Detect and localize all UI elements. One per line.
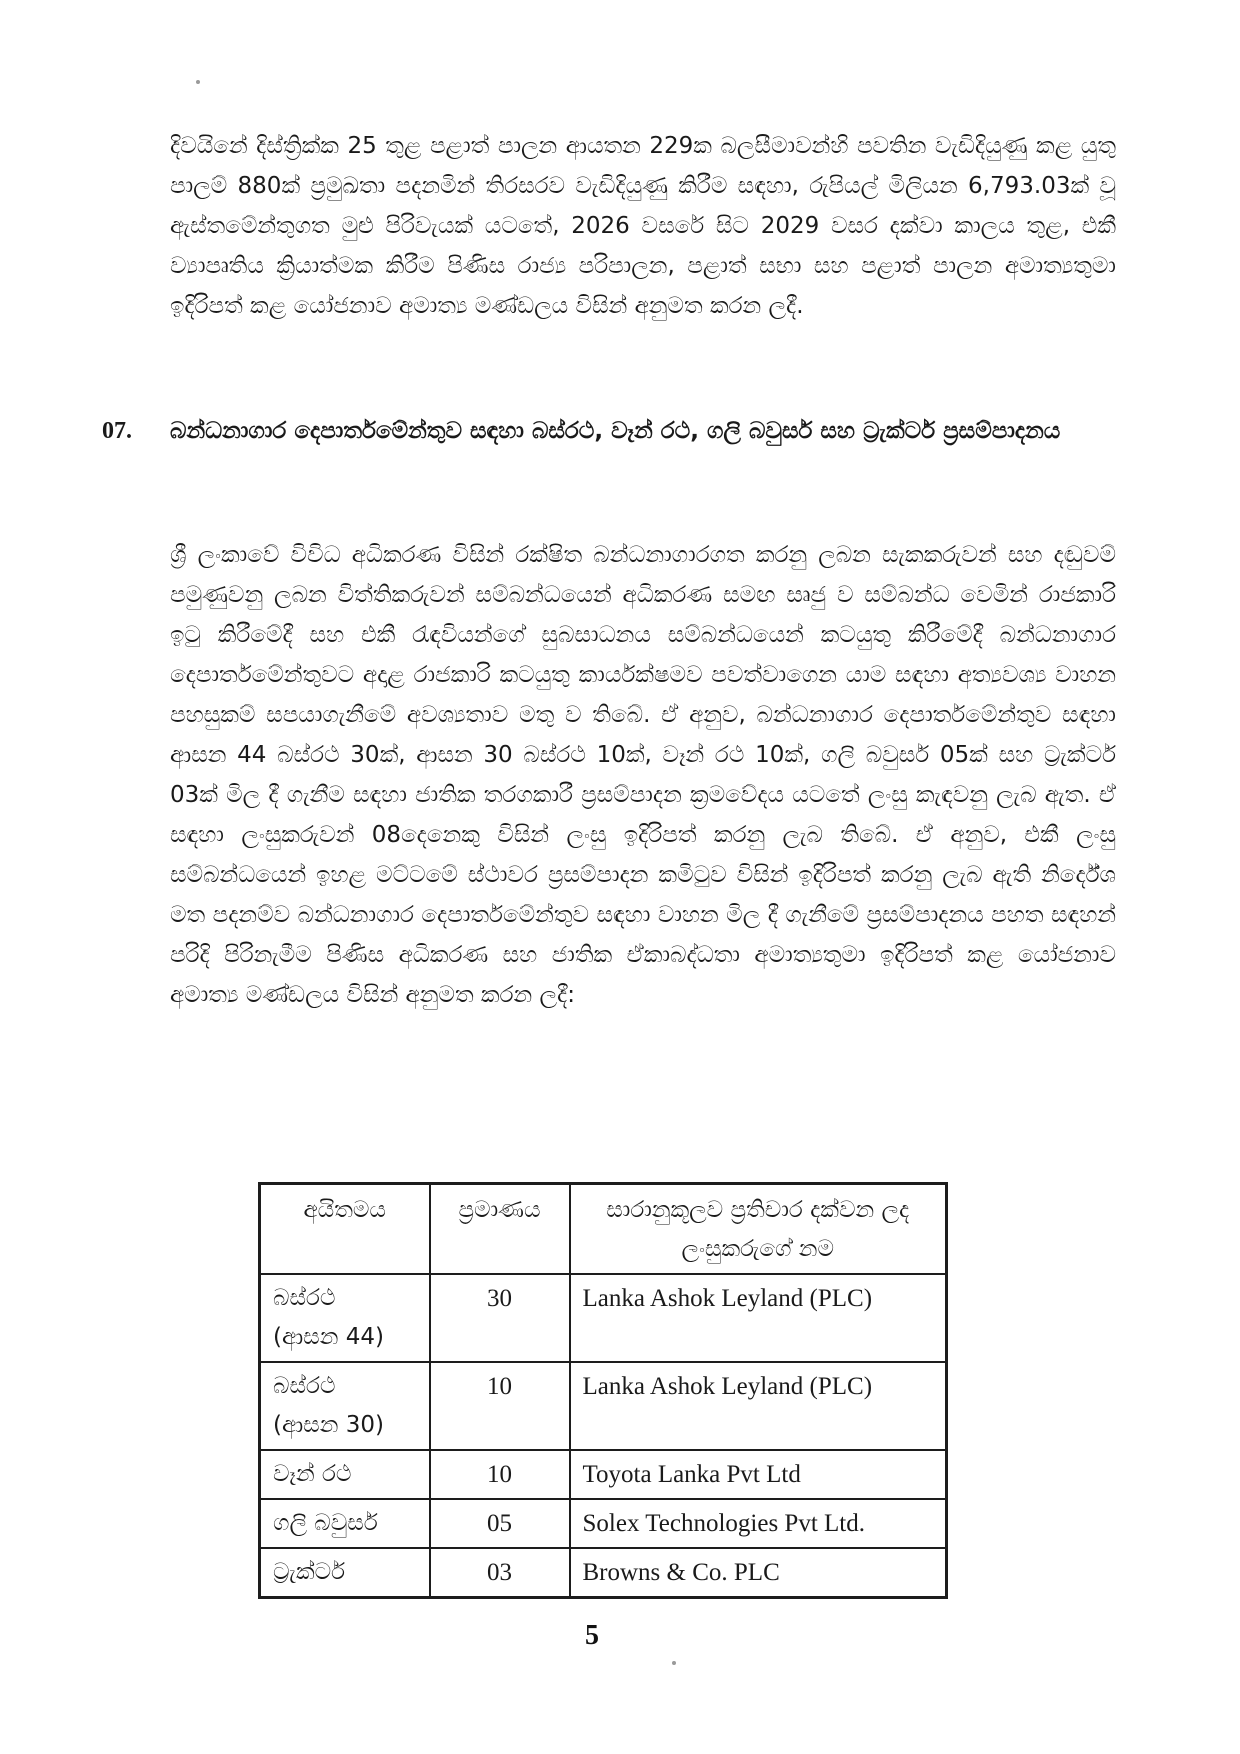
procurement-table: [258, 1182, 948, 1599]
item-label: බස්රථ: [273, 1373, 336, 1399]
col-header-quantity: ප්‍රමාණය: [430, 1184, 570, 1275]
scan-speck: [196, 80, 200, 84]
item-cell: [260, 1274, 430, 1362]
col-header-item: අයිතමය: [260, 1184, 430, 1275]
scan-speck: [672, 1661, 676, 1665]
item-cell: [260, 1548, 430, 1598]
intro-paragraph: දිවයිනේ දිස්ත්‍රික්ක 25 තුළ පළාත් පාලන ආයතන 229ක බලසීමාවන්හි පවතින වැඩිදියුණු කළ යුතු පාලම් 880ක් ප්‍රමුඛතා පදනමින් තිරසරව වැඩිදියුණු කිරීම සඳහා, රුපියල් මිලියන 6,793.03ක් වූ ඇස්තමේන්තුගත මුළු පිරිවැයක් යටතේ, 2026 වසරේ සිට 2029 වසර දක්වා කාලය තුළ, එකී ව්‍යාපෘතිය ක්‍රියාත්මක කිරීම පිණිස රාජ්‍ය පරිපාලන, පළාත් සභා සහ පළාත් පාලන අමාත්‍යතුමා ඉදිරිපත් කළ යෝජනාව අමාත්‍ය මණ්ඩලය විසින් අනුමත කරන ලදී.: [170, 133, 1116, 319]
item-label: වෑන් රථ: [273, 1461, 352, 1487]
section-body-paragraph: ශ්‍රී ලංකාවේ විවිධ අධිකරණ විසින් රක්ෂිත බන්ධනාගාරගත කරනු ලබන සැකකරුවන් සහ දඬුවම් පමුණුවනු ලබන විත්තිකරුවන් සම්බන්ධයෙන් අධිකරණ සමඟ සෘජු ව සම්බන්ධ වෙමින් රාජකාරි ඉටු කිරීමේදී සහ එකී රැඳවියන්ගේ සුබසාධනය සම්බන්ධයෙන් කටයුතු කිරීමේදී බන්ධනාගාර දෙපාර්තමේන්තුවට අදාළ රාජකාරි කටයුතු කාර්යක්ෂමව පවත්වාගෙන යාම සඳහා අත්‍යවශ්‍ය වාහන පහසුකම් සපයාගැනීමේ අවශ්‍යතාව මතු ව තිබේ. ඒ අනුව, බන්ධනාගාර දෙපාර්තමේන්තුව සඳහා ආසන 44 බස්රථ 30ක්, ආසන 30 බස්රථ 10ක්, වෑන් රථ 10ක්, ගලි බවුසර් 05ක් සහ ට්‍රැක්ටර් 03ක් මිල දී ගැනීම සඳහා ජාතික තරගකාරී ප්‍රසම්පාදන ක්‍රමවේදය යටතේ ලංසු කැඳවනු ලැබ ඇත. ඒ සඳහා ලංසුකරුවන් 08දෙනෙකු විසින් ලංසු ඉදිරිපත් කරනු ලැබ තිබේ. ඒ අනුව, එකී ලංසු සම්බන්ධයෙන් ඉහළ මට්ටමේ ස්ථාවර ප්‍රසම්පාදන කමිටුව විසින් ඉදිරිපත් කරනු ලැබ ඇති නිර්දේශ මත පදනම්ව බන්ධනාගාර දෙපාර්තමේන්තුව සඳහා වාහන මිල දී ගැනීමේ ප්‍රසම්පාදනය පහත සඳහන් පරිදි පිරිනැමීම පිණිස අධිකරණ සහ ජාතික ඒකාබද්ධතා අමාත්‍යතුමා ඉදිරිපත් කළ යෝජනාව අමාත්‍ය මණ්ඩලය විසින් අනුමත කරන ලදී:: [170, 542, 1116, 1008]
quantity-cell: 10: [430, 1362, 570, 1450]
item-cell: [260, 1450, 430, 1499]
bidder-cell: Browns & Co. PLC: [570, 1548, 947, 1598]
section-07-heading-row: [102, 411, 1118, 451]
bidder-cell: Solex Technologies Pvt Ltd.: [570, 1499, 947, 1548]
table-header-row: [260, 1184, 947, 1275]
item-cell: [260, 1499, 430, 1548]
section-title: බන්ධනාගාර දෙපාර්තමේන්තුව සඳහා බස්රථ, වෑන් රථ, ගලි බවුසර් සහ ට්‍රැක්ටර් ප්‍රසම්පාදනය: [170, 418, 1061, 444]
item-note: (ආසන 30): [273, 1412, 384, 1438]
item-label: ට්‍රැක්ටර්: [273, 1559, 346, 1585]
quantity-cell: 03: [430, 1548, 570, 1598]
table-row: [260, 1548, 947, 1598]
item-cell: [260, 1362, 430, 1450]
bidder-cell: Toyota Lanka Pvt Ltd: [570, 1450, 947, 1499]
item-label: බස්රථ: [273, 1285, 336, 1311]
quantity-cell: 05: [430, 1499, 570, 1548]
bidder-cell: Lanka Ashok Leyland (PLC): [570, 1362, 947, 1450]
table-row: [260, 1499, 947, 1548]
page-number: 5: [585, 1620, 599, 1651]
table-row: [260, 1362, 947, 1450]
table-row: [260, 1450, 947, 1499]
item-note: (ආසන 44): [273, 1324, 384, 1350]
item-label: ගලි බවුසර්: [273, 1510, 378, 1536]
quantity-cell: 10: [430, 1450, 570, 1499]
section-number: 07.: [102, 418, 132, 444]
bidder-cell: Lanka Ashok Leyland (PLC): [570, 1274, 947, 1362]
col-header-bidder: සාරානුකූලව ප්‍රතිචාර දක්වන ලද ලංසුකරුගේ නම: [570, 1184, 947, 1275]
quantity-cell: 30: [430, 1274, 570, 1362]
table-row: [260, 1274, 947, 1362]
